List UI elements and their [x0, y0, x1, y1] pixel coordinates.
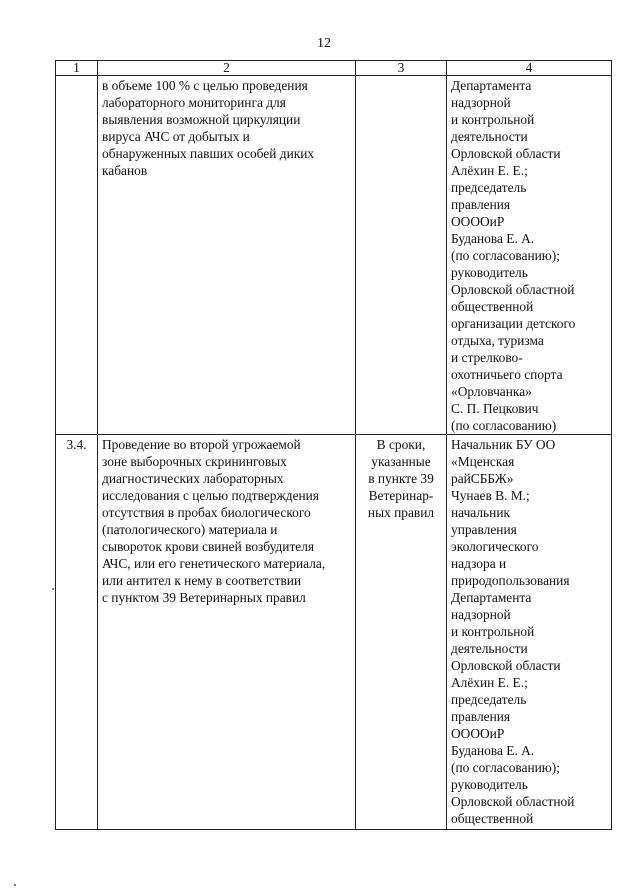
description-line: Проведение во второй угрожаемой [102, 437, 301, 452]
term-line: ных правил [367, 505, 435, 520]
responsible-line: общественной [451, 299, 534, 314]
responsible-line: деятельности [451, 129, 528, 144]
responsible-cell [447, 76, 612, 435]
table-header-row [56, 61, 612, 76]
responsible-line: правления [451, 709, 511, 724]
description-line: АЧС, или его генетического материала, [102, 556, 326, 571]
description-line: вируса АЧС от добытых и [102, 129, 250, 144]
responsible-line: надзора и [451, 556, 507, 571]
header-col-4: 4 [447, 61, 612, 76]
responsible-line: и контрольной [451, 112, 535, 127]
responsible-line: отдыха, туризма [451, 333, 544, 348]
description-line: исследования с целью подтверждения [102, 488, 320, 503]
responsible-line: экологического [451, 539, 539, 554]
responsible-line: руководитель [451, 777, 528, 792]
responsible-line: Департамента [451, 78, 532, 93]
description-line: выявления возможной циркуляции [102, 112, 301, 127]
term-cell [356, 435, 447, 830]
table-row [56, 76, 612, 435]
responsible-line: организации детского [451, 316, 576, 331]
responsible-line: деятельности [451, 641, 528, 656]
responsible-line: надзорной [451, 95, 511, 110]
responsible-line: (по согласованию); [451, 248, 560, 263]
description-line: зоне выборочных скрининговых [102, 454, 287, 469]
responsible-line: надзорной [451, 607, 511, 622]
description-line: кабанов [102, 163, 148, 178]
scan-speck [14, 884, 16, 886]
header-col-2: 2 [98, 61, 356, 76]
description-line: лабораторного мониторинга для [102, 95, 286, 110]
responsible-line: руководитель [451, 265, 528, 280]
responsible-line: Департамента [451, 590, 532, 605]
responsible-line: (по согласованию) [451, 418, 557, 433]
header-col-3: 3 [356, 61, 447, 76]
description-line: отсутствия в пробах биологического [102, 505, 311, 520]
responsible-line: «Мценская [451, 454, 515, 469]
table-row [56, 435, 612, 830]
responsible-line: и стрелково- [451, 350, 523, 365]
responsible-line: охотничьего спорта [451, 367, 563, 382]
responsible-line: начальник [451, 505, 510, 520]
responsible-line: и контрольной [451, 624, 535, 639]
responsible-line: председатель [451, 180, 527, 195]
responsible-line: Алёхин Е. Е.; [451, 163, 528, 178]
responsible-line: председатель [451, 692, 527, 707]
responsible-line: Орловской области [451, 658, 561, 673]
responsible-line: Орловской областной [451, 282, 575, 297]
item-number-cell: 3.4. [56, 435, 98, 830]
description-line: в объеме 100 % с целью проведения [102, 78, 308, 93]
responsible-cell [447, 435, 612, 830]
responsible-line: райСББЖ» [451, 471, 514, 486]
responsible-line: ООООиР [451, 214, 505, 229]
term-line: в пункте 39 [368, 471, 434, 486]
term-line: Ветеринар- [368, 488, 434, 503]
term-cell [356, 76, 447, 435]
header-col-1: 1 [56, 61, 98, 76]
description-cell [98, 76, 356, 435]
responsible-line: природопользования [451, 573, 570, 588]
plan-table [55, 60, 612, 830]
description-line: обнаруженных павших особей диких [102, 146, 315, 161]
responsible-line: общественной [451, 811, 534, 826]
responsible-line: «Орловчанка» [451, 384, 532, 399]
responsible-line: правления [451, 197, 511, 212]
description-cell [98, 435, 356, 830]
responsible-line: Буданова Е. А. [451, 231, 535, 246]
responsible-line: Орловской областной [451, 794, 575, 809]
responsible-line: Алёхин Е. Е.; [451, 675, 528, 690]
responsible-line: управления [451, 522, 517, 537]
responsible-line: С. П. Пецкович [451, 401, 539, 416]
description-line: с пунктом 39 Ветеринарных правил [102, 590, 306, 605]
responsible-line: Орловской области [451, 146, 561, 161]
description-line: сывороток крови свиней возбудителя [102, 539, 315, 554]
responsible-line: (по согласованию); [451, 760, 560, 775]
term-line: указанные [371, 454, 431, 469]
description-line: диагностических лабораторных [102, 471, 284, 486]
responsible-line: Начальник БУ ОО [451, 437, 556, 452]
term-line: В сроки, [376, 437, 426, 452]
description-line: (патологического) материала и [102, 522, 278, 537]
responsible-line: ООООиР [451, 726, 505, 741]
responsible-line: Чунаев В. М.; [451, 488, 530, 503]
item-number-cell [56, 76, 98, 435]
page-number: 12 [317, 36, 331, 51]
responsible-line: Буданова Е. А. [451, 743, 535, 758]
description-line: или антител к нему в соответствии [102, 573, 302, 588]
scan-speck [52, 588, 54, 590]
